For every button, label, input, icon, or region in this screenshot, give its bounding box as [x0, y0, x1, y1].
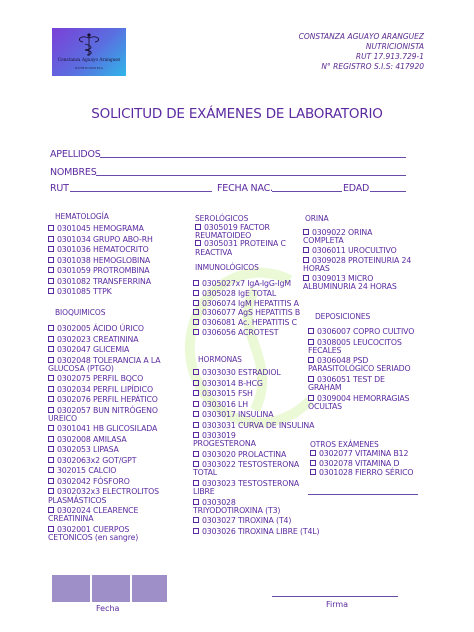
apellidos-field[interactable] [100, 157, 406, 158]
rut-label: RUT [50, 183, 69, 194]
checkbox[interactable] [308, 357, 314, 363]
section-title-hormonas: HORMONAS [198, 355, 242, 364]
exam-item[interactable]: 0302042 FÓSFORO [48, 478, 170, 486]
edad-label: EDAD [343, 183, 370, 194]
checkbox[interactable] [48, 336, 54, 342]
date-box-year[interactable] [132, 575, 167, 602]
checkbox[interactable] [48, 375, 54, 381]
fecha-label: Fecha [96, 604, 120, 613]
checkbox[interactable] [193, 390, 199, 396]
checkbox[interactable] [193, 300, 199, 306]
list-inmunologicos [193, 280, 305, 339]
section-title-otros: OTROS EXÁMENES [310, 440, 379, 449]
exam-item[interactable]: 0301034 GRUPO ABO-RH [48, 236, 176, 244]
checkbox[interactable] [193, 499, 199, 505]
logo-name: Constanza Aguayo Aranguez [57, 58, 121, 63]
exam-item[interactable]: 0302023 CREATININA [48, 336, 170, 344]
exam-item[interactable]: 0306051 TEST DE GRAHAM [308, 374, 385, 393]
list-deposiciones [308, 328, 416, 413]
checkbox[interactable] [303, 229, 309, 235]
checkbox[interactable] [48, 457, 54, 463]
checkbox[interactable] [193, 401, 199, 407]
exam-item[interactable]: 0302075 PERFIL BQCO [48, 375, 170, 383]
checkbox[interactable] [303, 275, 309, 281]
caduceus-icon [74, 32, 104, 58]
checkbox[interactable] [195, 224, 201, 230]
exam-item[interactable]: 0303019 PROGESTERONA [193, 431, 256, 449]
checkbox[interactable] [193, 517, 199, 523]
checkbox[interactable] [193, 290, 199, 296]
checkbox[interactable] [48, 278, 54, 284]
exam-item[interactable]: 0302053 LIPASA [48, 446, 170, 454]
signature-line[interactable] [272, 596, 398, 597]
professional-title: NUTRICIONISTA [365, 42, 424, 51]
exam-item[interactable]: 0303031 CURVA DE INSULINA [193, 422, 323, 430]
exam-item[interactable]: 0302057 BUN NITRÓGENO UREICO [48, 405, 158, 423]
checkbox[interactable] [310, 469, 316, 475]
fecha-nac-label: FECHA NAC. [217, 183, 273, 194]
checkbox[interactable] [310, 450, 316, 456]
fecha-nac-field[interactable] [272, 191, 342, 192]
checkbox[interactable] [308, 339, 314, 345]
checkbox[interactable] [48, 246, 54, 252]
exam-item[interactable]: 0301038 HEMOGLOBINA [48, 257, 176, 265]
exam-item[interactable]: 0303027 TIROXINA (T4) [193, 517, 323, 525]
checkbox[interactable] [193, 280, 199, 286]
date-box-month[interactable] [92, 575, 130, 602]
exam-item[interactable]: 0305028 IgE TOTAL [193, 290, 305, 298]
checkbox[interactable] [48, 507, 54, 513]
checkbox[interactable] [308, 376, 314, 382]
exam-item[interactable]: 0306048 PSD PARASITOLÓGICO SERIADO [308, 356, 411, 374]
date-box-day[interactable] [52, 575, 90, 602]
exam-item[interactable]: 0302005 ÁCIDO ÚRICO [48, 325, 170, 333]
section-title-bioquimicos: BIOQUIMICOS [55, 308, 106, 317]
list-hormonas [193, 369, 323, 538]
exam-item[interactable]: 0302048 TOLERANCIA A LA GLUCOSA (PTGO) [48, 355, 161, 373]
exam-item[interactable]: 0301036 HEMATOCRITO [48, 246, 176, 254]
checkbox[interactable] [48, 446, 54, 452]
exam-item[interactable]: 0309028 PROTEINURIA 24 HORAS [303, 255, 412, 273]
exam-item[interactable]: 0306074 IgM HEPATITIS A [193, 300, 305, 308]
list-hematologia [48, 225, 176, 299]
exam-item[interactable]: 0302032x3 ELECTROLITOS PLASMÁSTICOS [48, 487, 159, 505]
exam-item[interactable]: 0303030 ESTRADIOL [193, 369, 323, 377]
checkbox[interactable] [193, 380, 199, 386]
checkbox[interactable] [193, 411, 199, 417]
section-title-deposiciones: DEPOSICIONES [315, 312, 371, 321]
list-bioquimicos [48, 325, 170, 545]
checkbox[interactable] [48, 257, 54, 263]
list-serologicos [195, 224, 295, 257]
exam-item[interactable]: 0301085 TTPK [48, 288, 176, 296]
exam-item[interactable]: 0301041 HB GLICOSILADA [48, 425, 170, 433]
checkbox[interactable] [48, 325, 54, 331]
checkbox[interactable] [48, 425, 54, 431]
checkbox[interactable] [48, 407, 54, 413]
checkbox[interactable] [48, 478, 54, 484]
exam-item[interactable]: 0303020 PROLACTINA [193, 451, 323, 459]
checkbox[interactable] [48, 488, 54, 494]
checkbox[interactable] [48, 386, 54, 392]
rut-field[interactable] [70, 191, 212, 192]
checkbox[interactable] [48, 288, 54, 294]
checkbox[interactable] [303, 257, 309, 263]
exam-item[interactable]: 0306007 COPRO CULTIVO [308, 328, 416, 336]
exam-item[interactable]: 302015 CALCIO [48, 467, 170, 475]
exam-item[interactable]: 0302078 VITAMINA D [310, 460, 420, 468]
professional-name: CONSTANZA AGUAYO ARANGUEZ [298, 32, 424, 41]
exam-item[interactable]: 0301059 PROTROMBINA [48, 267, 176, 275]
exam-item[interactable]: 0302034 PERFIL LIPÍDICO [48, 386, 170, 394]
professional-registry: N° REGISTRO S.I.S: 417920 [321, 62, 424, 71]
exam-item[interactable]: 0305019 FACTOR REUMATOIDEO [195, 223, 270, 241]
section-title-orina: ORINA [305, 214, 329, 223]
firma-label: Firma [326, 600, 349, 609]
checkbox[interactable] [48, 236, 54, 242]
exam-item[interactable]: 0306011 UROCULTIVO [303, 247, 415, 255]
exam-item[interactable]: 0303022 TESTOSTERONA TOTAL [193, 460, 300, 478]
checkbox[interactable] [48, 267, 54, 273]
exam-item[interactable]: 0302047 GLICEMIA [48, 346, 170, 354]
exam-item[interactable]: 0308005 LEUCOCITOS FECALES [308, 337, 402, 355]
exam-item[interactable]: 0301082 TRANSFERRINA [48, 278, 176, 286]
checkbox[interactable] [308, 328, 314, 334]
checkbox[interactable] [303, 247, 309, 253]
checkbox[interactable] [308, 395, 314, 401]
nombres-label: NOMBRES [50, 167, 97, 178]
exam-item[interactable]: 0309022 ORINA COMPLETA [303, 228, 373, 246]
page-title: SOLICITUD DE EXÁMENES DE LABORATORIO [91, 106, 383, 122]
checkbox[interactable] [48, 436, 54, 442]
section-title-inmunologicos: INMUNOLÓGICOS [195, 263, 259, 272]
logo-profession: NUTRICIONISTA [74, 66, 104, 70]
checkbox[interactable] [48, 357, 54, 363]
checkbox[interactable] [48, 396, 54, 402]
exam-item[interactable]: 0306081 Ac. HEPATITIS C [193, 319, 305, 327]
list-orina [303, 229, 415, 292]
checkbox[interactable] [193, 309, 199, 315]
checkbox[interactable] [193, 451, 199, 457]
checkbox[interactable] [193, 432, 199, 438]
checkbox[interactable] [48, 467, 54, 473]
professional-rut: RUT 17.913.729-1 [355, 52, 424, 61]
checkbox[interactable] [193, 461, 199, 467]
nombres-field[interactable] [96, 175, 406, 176]
exam-item[interactable]: 0305031 PROTEINA C REACTIVA [195, 239, 286, 257]
exam-item[interactable]: 0301028 FIERRO SÉRICO [310, 469, 420, 477]
checkbox[interactable] [193, 369, 199, 375]
checkbox[interactable] [193, 329, 199, 335]
checkbox[interactable] [48, 225, 54, 231]
exam-item[interactable]: 0309013 MICRO ALBUMINURIA 24 HORAS [303, 273, 397, 291]
apellidos-label: APELLIDOS [50, 149, 101, 160]
section-title-hematologia: HEMATOLOGÍA [55, 212, 109, 221]
list-otros [310, 450, 420, 479]
exam-item[interactable]: 0303016 LH [193, 401, 323, 409]
exam-item[interactable]: 0302024 CLEARENCE CREATININA [48, 506, 139, 524]
exam-item[interactable]: 0302063x2 GOT/GPT [48, 457, 170, 465]
checkbox[interactable] [310, 460, 316, 466]
exam-item[interactable]: 0302008 AMILASA [48, 436, 170, 444]
exam-item[interactable]: 0305027x7 IgA-IgG-IgM [193, 280, 305, 288]
exam-item[interactable]: 0303028 TRIYODOTIROXINA (T3) [193, 497, 281, 515]
checkbox[interactable] [193, 528, 199, 534]
professional-info [299, 32, 424, 72]
otros-write-line[interactable] [308, 494, 418, 495]
checkbox[interactable] [48, 526, 54, 532]
exam-item[interactable]: 0309004 HEMORRAGIAS OCULTAS [308, 393, 410, 411]
exam-item[interactable]: 0303026 TIROXINA LIBRE (T4L) [193, 528, 323, 536]
checkbox[interactable] [193, 480, 199, 486]
exam-item[interactable]: 0303014 B-HCG [193, 380, 323, 388]
exam-item[interactable]: 0303017 INSULINA [193, 411, 323, 419]
exam-item[interactable]: 0302076 PERFIL HEPÁTICO [48, 396, 170, 404]
exam-item[interactable]: 0302001 CUERPOS CETONICOS (en sangre) [48, 524, 139, 543]
section-title-serologicos: SEROLÓGICOS [195, 214, 249, 223]
checkbox[interactable] [195, 240, 201, 246]
exam-item[interactable]: 0301045 HEMOGRAMA [48, 225, 176, 233]
exam-item[interactable]: 0306056 ACROTEST [193, 329, 305, 337]
logo [52, 28, 126, 76]
edad-field[interactable] [370, 191, 406, 192]
checkbox[interactable] [193, 422, 199, 428]
checkbox[interactable] [193, 319, 199, 325]
exam-item[interactable]: 0303023 TESTOSTERONA LIBRE [193, 478, 300, 497]
checkbox[interactable] [48, 346, 54, 352]
exam-item[interactable]: 0306077 AgS HEPATITIS B [193, 309, 305, 317]
exam-item[interactable]: 0303015 FSH [193, 390, 323, 398]
exam-item[interactable]: 0302077 VITAMINA B12 [310, 450, 420, 458]
